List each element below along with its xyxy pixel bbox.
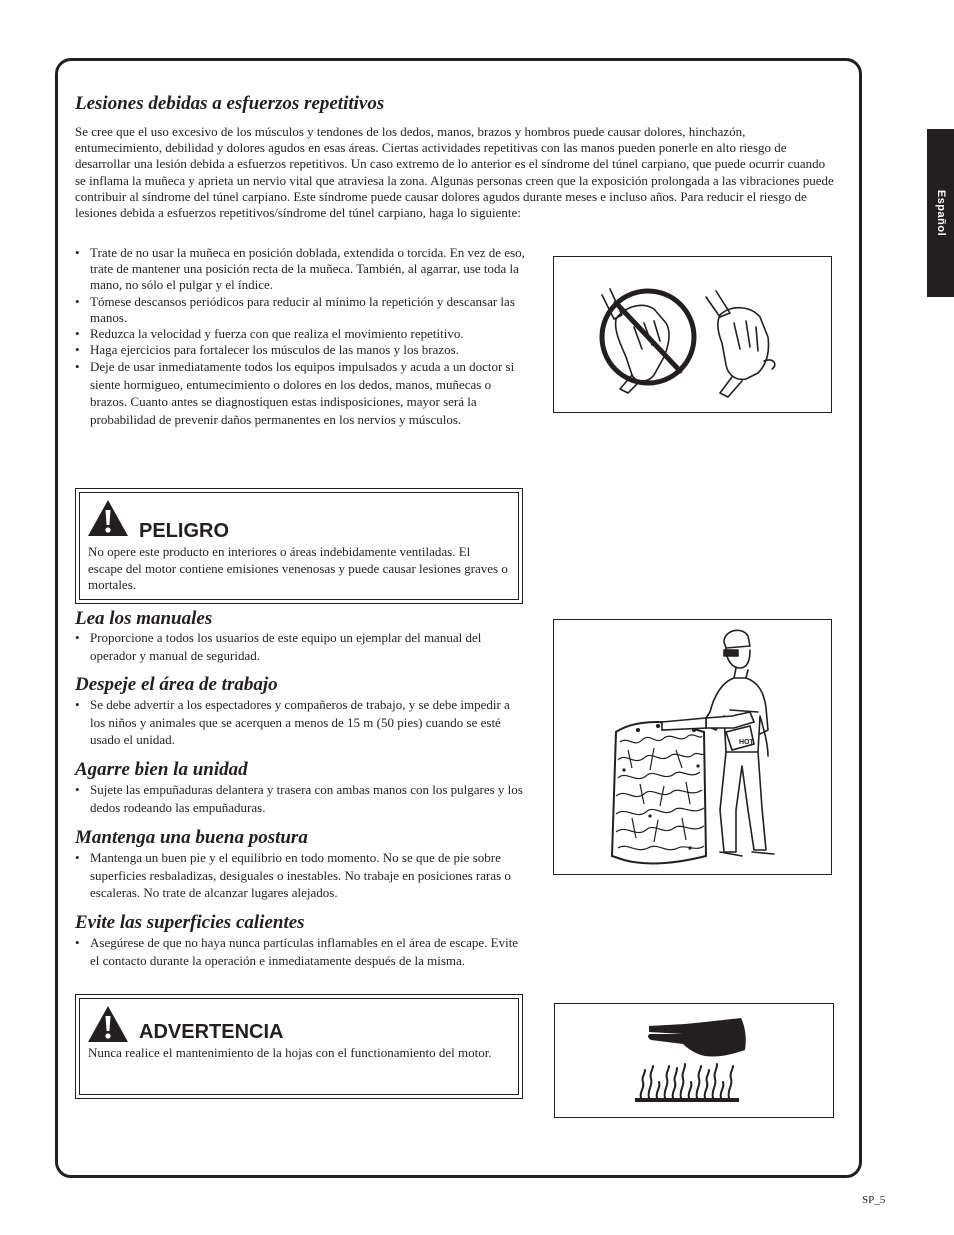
posture-bullet-list: [75, 849, 525, 902]
hot-surfaces-bullet-list: [75, 934, 525, 969]
wrist-illustration: [554, 257, 833, 414]
list-item: • Asegúrese de que no haya nunca partículas inflamables en el área de escape. Evite el contacto durante la operación e inmediatamente después de la misma.: [75, 934, 525, 969]
section-heading-hot-surfaces: Evite las superficies calientes: [75, 912, 305, 933]
danger-box: [75, 488, 523, 604]
wrist-position-figure: [553, 256, 832, 413]
work-area-bullet-list: [75, 696, 525, 749]
section-heading-work-area: Despeje el área de trabajo: [75, 674, 278, 695]
list-item: • Proporcione a todos los usuarios de este equipo un ejemplar del manual del operador y manual de seguridad.: [75, 629, 505, 665]
list-item: • Reduzca la velocidad y fuerza con que realiza el movimiento repetitivo.: [75, 326, 525, 342]
manuals-bullet-list: [75, 629, 505, 665]
section-heading-manuals: Lea los manuales: [75, 608, 213, 629]
section-heading-posture: Mantenga una buena postura: [75, 827, 308, 848]
warning-title: ADVERTENCIA: [139, 1021, 284, 1043]
operator-hedge-figure: [553, 619, 832, 875]
section-heading-grip: Agarre bien la unidad: [75, 759, 248, 780]
list-item: • Haga ejercicios para fortalecer los músculos de las manos y los brazos.: [75, 342, 525, 358]
list-item: • Se debe advertir a los espectadores y compañeros de trabajo, y se debe impedir a los niños y animales que se acerquen a menos de 15 m (50 pies) cuando se esté usado el unidad.: [75, 696, 525, 749]
hot-surface-figure: [554, 1003, 834, 1118]
list-item: • Trate de no usar la muñeca en posición doblada, extendida o torcida. En vez de eso, trate de mantener una posición recta de la muñeca. También, al agarrar, use toda la mano, no sólo el pulgar y el índice.: [75, 245, 525, 294]
hot-surface-icon: [555, 1004, 835, 1119]
hot-label: HOT: [739, 739, 754, 746]
list-item: • Sujete las empuñaduras delantera y trasera con ambas manos con los pulgares y los dedos rodeando las empuñaduras.: [75, 781, 525, 816]
rsi-paragraph: Se cree que el uso excesivo de los músculos y tendones de los dedos, manos, brazos y hombros puede causar dolores, hinchazón, entumecimiento, debilidad y dolores agudos en esas áreas. Ciertas actividades repetitivas con las manos pueden ponerle en alto riesgo de desarrollar una lesión debida a esfuerzos repetitivos. Un caso extremo de lo anterior es el síndrome del túnel carpiano, que puede ocurrir cuando se inflama la muñeca y aprieta un nervio vital que atraviesa la zona. Algunas personas creen que la exposición prolongada a las vibraciones puede contribuir al síndrome del túnel carpiano. Este síndrome puede causar dolores agudos durante meses e incluso años. Para reducir el riesgo de lesiones debida a esfuerzos repetitivos/síndrome del túnel carpiano, haga lo siguiente:: [75, 124, 834, 221]
list-item: • Tómese descansos periódicos para reducir al mínimo la repetición y descansar las manos.: [75, 294, 525, 326]
warning-icon: [86, 1004, 130, 1044]
rsi-bullet-list: [75, 245, 525, 428]
section-heading-rsi: Lesiones debidas a esfuerzos repetitivos: [75, 93, 385, 114]
language-tab: Español: [927, 129, 954, 297]
grip-bullet-list: [75, 781, 525, 816]
warning-box: [75, 994, 523, 1099]
danger-warning-icon: [86, 498, 130, 538]
danger-text: No opere este producto en interiores o áreas indebidamente ventiladas. El escape del motor contiene emisiones venenosas y puede causar lesiones graves o mortales.: [88, 544, 508, 593]
danger-title: PELIGRO: [139, 520, 230, 542]
warning-text: Nunca realice el mantenimiento de la hojas con el functionamiento del motor.: [88, 1045, 492, 1060]
operator-illustration: [554, 620, 833, 876]
list-item: • Mantenga un buen pie y el equilibrio en todo momento. No se que de pie sobre superficies resbaladizas, desiguales o inestables. No trabaje en posiciones raras o escaleras. No trate de alcanzar lugares alejados.: [75, 849, 525, 902]
list-item: • Deje de usar inmediatamente todos los equipos impulsados y acuda a un doctor si siente hormigueo, entumecimiento o dolores en los dedos, manos, muñecas o brazos. Cuanto antes se diagnostiquen estas indisposiciones, mayor será la probabilidad de prevenir daños permanentes en los nervios y músculos.: [75, 358, 525, 428]
page-number: SP_5: [862, 1194, 886, 1206]
